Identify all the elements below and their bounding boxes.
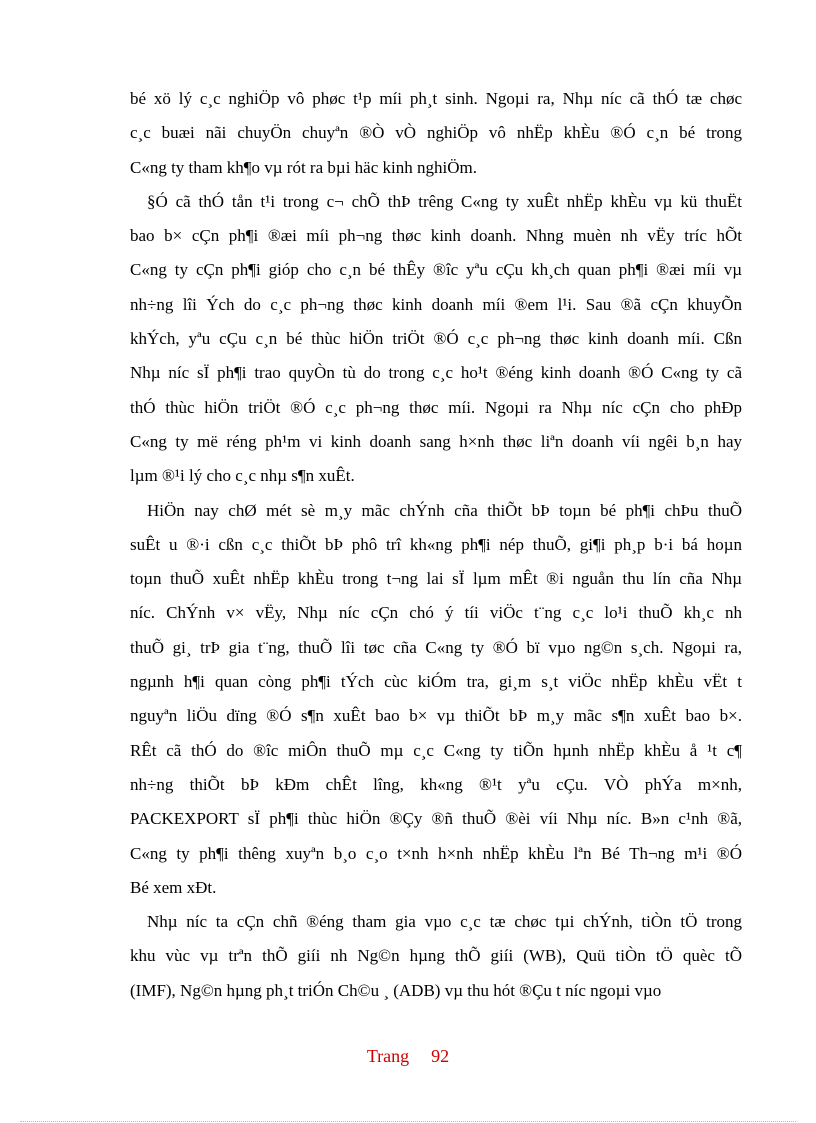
footer-label: Trang — [366, 1046, 410, 1066]
text-line: suÊt u ®·i cßn c¸c thiÕt bÞ phô trî kh«ng ph¶i nép thuÕ, gi¶i ph¸p b·i bá hoµn — [130, 534, 742, 554]
paragraph — [130, 905, 742, 1008]
text-line: nh÷ng thiÕt bÞ kÐm chÊt lîng, kh«ng ®¹t yªu cÇu. VÒ phÝa m×nh, — [130, 774, 742, 794]
text-line: Nhµ níc ta cÇn chñ ®éng tham gia vµo c¸c tæ chøc tµi chÝnh, tiÒn tÖ trong — [147, 912, 742, 932]
text-line: nguyªn liÖu dïng ®Ó s¶n xuÊt bao b× vµ thiÕt bÞ m¸y mãc s¶n xuÊt bao b×. — [130, 706, 742, 726]
text-line: bao b× cÇn ph¶i ®æi míi ph¬ng thøc kinh doanh. Nhng muèn nh vËy tríc hÕt — [130, 226, 742, 246]
text-line: C«ng ty cÇn ph¶i gióp cho c¸n bé thÊy ®îc yªu cÇu kh¸ch quan ph¶i ®æi míi vµ — [130, 260, 742, 280]
text-line: c¸c buæi nãi chuyÖn chuyªn ®Ò vÒ nghiÖp vô nhËp khÈu ®Ó c¸n bé trong — [130, 123, 742, 143]
text-line: Nhµ níc sÏ ph¶i trao quyÒn tù do trong c¸c ho¹t ®éng kinh doanh ®Ó C«ng ty cã — [130, 363, 742, 383]
body-text — [130, 82, 742, 1008]
paragraph — [130, 82, 742, 185]
text-line: C«ng ty ph¶i thêng xuyªn b¸o c¸o t×nh h×nh nhËp khÈu lªn Bé Th¬ng m¹i ®Ó — [130, 843, 742, 863]
paragraph — [130, 185, 742, 494]
text-line: khu vùc vµ trªn thÕ giíi nh Ng©n hµng thÕ giíi (WB), Quü tiÒn tÖ quèc tÕ — [130, 946, 742, 966]
text-line: ngµnh h¶i quan còng ph¶i tÝch cùc kiÓm tra, gi¸m s¸t viÖc nhËp khÈu vËt t — [130, 672, 742, 692]
page-number: 92 — [431, 1046, 450, 1066]
text-line: C«ng ty tham kh¶o vµ rót ra bµi häc kinh nghiÖm. — [130, 157, 477, 177]
text-line: (IMF), Ng©n hµng ph¸t triÓn Ch©u ¸ (ADB) vµ thu hót ®Çu t níc ngoµi vµo — [130, 980, 662, 1000]
text-line: RÊt cã thÓ do ®îc miÔn thuÕ mµ c¸c C«ng ty tiÕn hµnh nhËp khÈu å ¹t c¶ — [130, 740, 742, 760]
text-line: nh÷ng lîi Ých do c¸c ph¬ng thøc kinh doanh míi ®em l¹i. Sau ®ã cÇn khuyÕn — [130, 294, 742, 314]
paragraph — [130, 494, 742, 906]
text-line: lµm ®¹i lý cho c¸c nhµ s¶n xuÊt. — [130, 466, 355, 486]
text-line: HiÖn nay chØ mét sè m¸y mãc chÝnh cña thiÕt bÞ toµn bé ph¶i chÞu thuÕ — [147, 500, 742, 520]
page-bottom-divider — [20, 1121, 796, 1122]
text-line: bé xö lý c¸c nghiÖp vô phøc t¹p míi ph¸t sinh. Ngoµi ra, Nhµ níc cã thÓ tæ chøc — [130, 89, 742, 108]
text-line: §Ó cã thÓ tån t¹i trong c¬ chÕ thÞ trêng C«ng ty xuÊt nhËp khÈu vµ kü thuËt — [147, 191, 742, 211]
text-line: thuÕ gi¸ trÞ gia t¨ng, thuÕ lîi tøc cña C«ng ty ®Ó bï vµo ng©n s¸ch. Ngoµi ra, — [130, 637, 742, 657]
text-line: níc. ChÝnh v× vËy, Nhµ níc cÇn chó ý tíi viÖc t¨ng c¸c lo¹i thuÕ kh¸c nh — [130, 603, 742, 623]
page-footer — [0, 1046, 816, 1067]
text-line: Bé xem xÐt. — [130, 877, 217, 897]
text-line: PACKEXPORT sÏ ph¶i thùc hiÖn ®Çy ®ñ thuÕ ®èi víi Nhµ níc. B»n c¹nh ®ã, — [130, 809, 742, 829]
text-line: C«ng ty më réng ph¹m vi kinh doanh sang h×nh thøc liªn doanh víi ngêi b¸n hay — [130, 431, 742, 451]
text-line: toµn thuÕ xuÊt nhËp khÈu trong t¬ng lai sÏ lµm mÊt ®i nguån thu lín cña Nhµ — [130, 569, 742, 589]
text-line: thÓ thùc hiÖn triÖt ®Ó c¸c ph¬ng thøc míi. Ngoµi ra Nhµ níc cÇn cho phÐp — [130, 397, 742, 417]
text-line: khÝch, yªu cÇu c¸n bé thùc hiÖn triÖt ®Ó c¸c ph¬ng thøc kinh doanh míi. Cßn — [130, 329, 742, 349]
